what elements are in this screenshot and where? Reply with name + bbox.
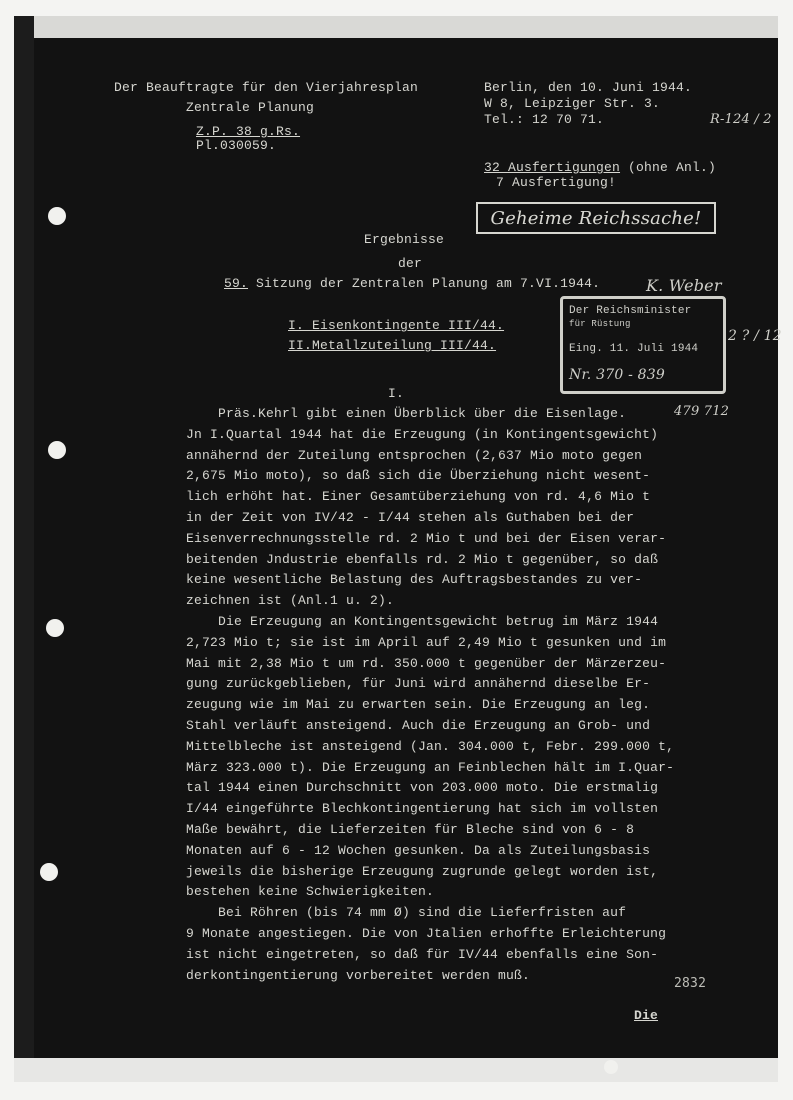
title-results: Ergebnisse — [364, 232, 445, 247]
title-meeting — [224, 276, 600, 292]
handwritten-reference: R-124 / 2 — [710, 112, 772, 127]
catchword: Die — [634, 1008, 659, 1023]
scan-left-edge — [14, 16, 34, 1082]
agenda-item-iron-quotas: I. Eisenkontingente III/44. — [288, 318, 505, 333]
body-line: Monaten auf 6 - 12 Wochen gesunken. Da als Zuteilungsbasis — [186, 842, 651, 858]
secret-classification-stamp: Geheime Reichssache! — [476, 202, 716, 234]
body-line: lich erhöht hat. Einer Gesamtüberziehung von rd. 4,6 Mio t — [186, 489, 651, 505]
body-line: zeichnen ist (Anl.1 u. 2). — [186, 593, 395, 609]
body-line: Eisenverrechnungsstelle rd. 2 Mio t und bei der Eisen verar- — [186, 530, 667, 546]
body-line: I/44 eingeführte Blechkontingentierung hat sich im vollsten — [186, 801, 659, 817]
body-line: Maße bewährt, die Lieferzeiten für Bleche sind von 6 - 8 — [186, 822, 635, 837]
plan-number: Pl.030059. — [196, 138, 277, 153]
address: W 8, Leipziger Str. 3. — [484, 96, 661, 111]
agenda-item-metal-allocation: II.Metallzuteilung III/44. — [288, 338, 497, 353]
body-line: Die Erzeugung an Kontingentsgewicht betrug im März 1944 — [186, 614, 659, 629]
typewritten-document — [34, 38, 782, 1058]
copies-count — [484, 160, 716, 176]
reference-number: Z.P. 38 g.Rs. — [196, 124, 301, 139]
body-line: 2,675 Mio moto), so daß sich die Überziehung nicht wesent- — [186, 468, 651, 484]
copies-count-note: (ohne Anl.) — [620, 160, 717, 175]
body-line: Mittelbleche ist ansteigend (Jan. 304.000 t, Febr. 299.000 t, — [186, 738, 675, 754]
body-line: jeweils die bisherige Erzeugung zugrunde gelegt worden ist, — [186, 863, 659, 879]
receipt-stamp — [560, 296, 726, 394]
body-line: Mai mit 2,38 Mio t um rd. 350.000 t gegenüber der Märzerzeu- — [186, 655, 667, 671]
receipt-stamp-number: Nr. 370 - 839 — [569, 367, 665, 383]
copies-count-number: 32 Ausfertigungen — [484, 160, 621, 175]
body-line: annähernd der Zuteilung entsprochen (2,637 Mio moto gegen — [186, 447, 643, 463]
sheet-number: 2832 — [674, 976, 707, 991]
body-line: Bei Röhren (bis 74 mm Ø) sind die Lieferfristen auf — [186, 905, 627, 921]
section-heading: I. — [388, 386, 405, 401]
receipt-stamp-department: für Rüstung — [569, 319, 631, 329]
body-line: 9 Monate angestiegen. Die von Jtalien erhoffte Erleichterung — [186, 926, 667, 941]
title-of: der — [398, 256, 423, 271]
receipt-stamp-date: Eing. 11. Juli 1944 — [569, 343, 699, 355]
body-line: gung zurückgeblieben, für Juni wird annähernd dieselbe Er- — [186, 676, 651, 692]
body-line: ist nicht eingetreten, so daß für IV/44 ebenfalls eine Son- — [186, 946, 659, 962]
office-name: Der Beauftragte für den Vierjahresplan — [114, 80, 419, 95]
body-line: in der Zeit von IV/42 - I/44 stehen als Guthaben bei der — [186, 510, 635, 525]
meeting-number: 59. — [224, 276, 249, 291]
body-line: tal 1944 einen Durchschnitt von 203.000 moto. Die erstmalig — [186, 780, 659, 796]
handwritten-side-number: 479 712 — [674, 404, 730, 419]
body-line: derkontingentierung vorbereitet werden muß. — [186, 967, 531, 983]
body-line: März 323.000 t). Die Erzeugung an Feinblechen hält im I.Quar- — [186, 759, 675, 775]
body-line: zeugung wie im Mai zu erwarten sein. Die Erzeugung an leg. — [186, 697, 651, 713]
body-line: Jn I.Quartal 1944 hat die Erzeugung (in Kontingentsgewicht) — [186, 426, 659, 442]
body-line: 2,723 Mio t; sie ist im April auf 2,49 Mio t gesunken und im — [186, 634, 667, 650]
handwritten-margin-note: 2 ? / 12 — [728, 328, 782, 344]
body-line: keine wesentliche Belastung des Auftragsbestandes zu ver- — [186, 572, 643, 588]
place-and-date: Berlin, den 10. Juni 1944. — [484, 80, 693, 95]
body-line: Stahl verläuft ansteigend. Auch die Erzeugung an Grob- und — [186, 718, 651, 733]
meeting-description: Sitzung der Zentralen Planung am 7.VI.1944. — [248, 276, 601, 291]
punch-hole — [604, 1060, 618, 1074]
scan-top-edge — [14, 16, 778, 38]
office-department: Zentrale Planung — [186, 100, 315, 115]
copy-number: 7 Ausfertigung! — [496, 175, 617, 190]
receipt-stamp-authority: Der Reichsminister — [569, 305, 692, 317]
body-line: Präs.Kehrl gibt einen Überblick über die Eisenlage. — [186, 406, 627, 421]
handwritten-signature: K. Weber — [646, 276, 722, 295]
body-line: beitenden Jndustrie ebenfalls rd. 2 Mio t gegenüber, so daß — [186, 551, 659, 567]
scan-bottom-edge — [14, 1058, 778, 1082]
body-line: bestehen keine Schwierigkeiten. — [186, 884, 435, 900]
telephone: Tel.: 12 70 71. — [484, 112, 605, 127]
